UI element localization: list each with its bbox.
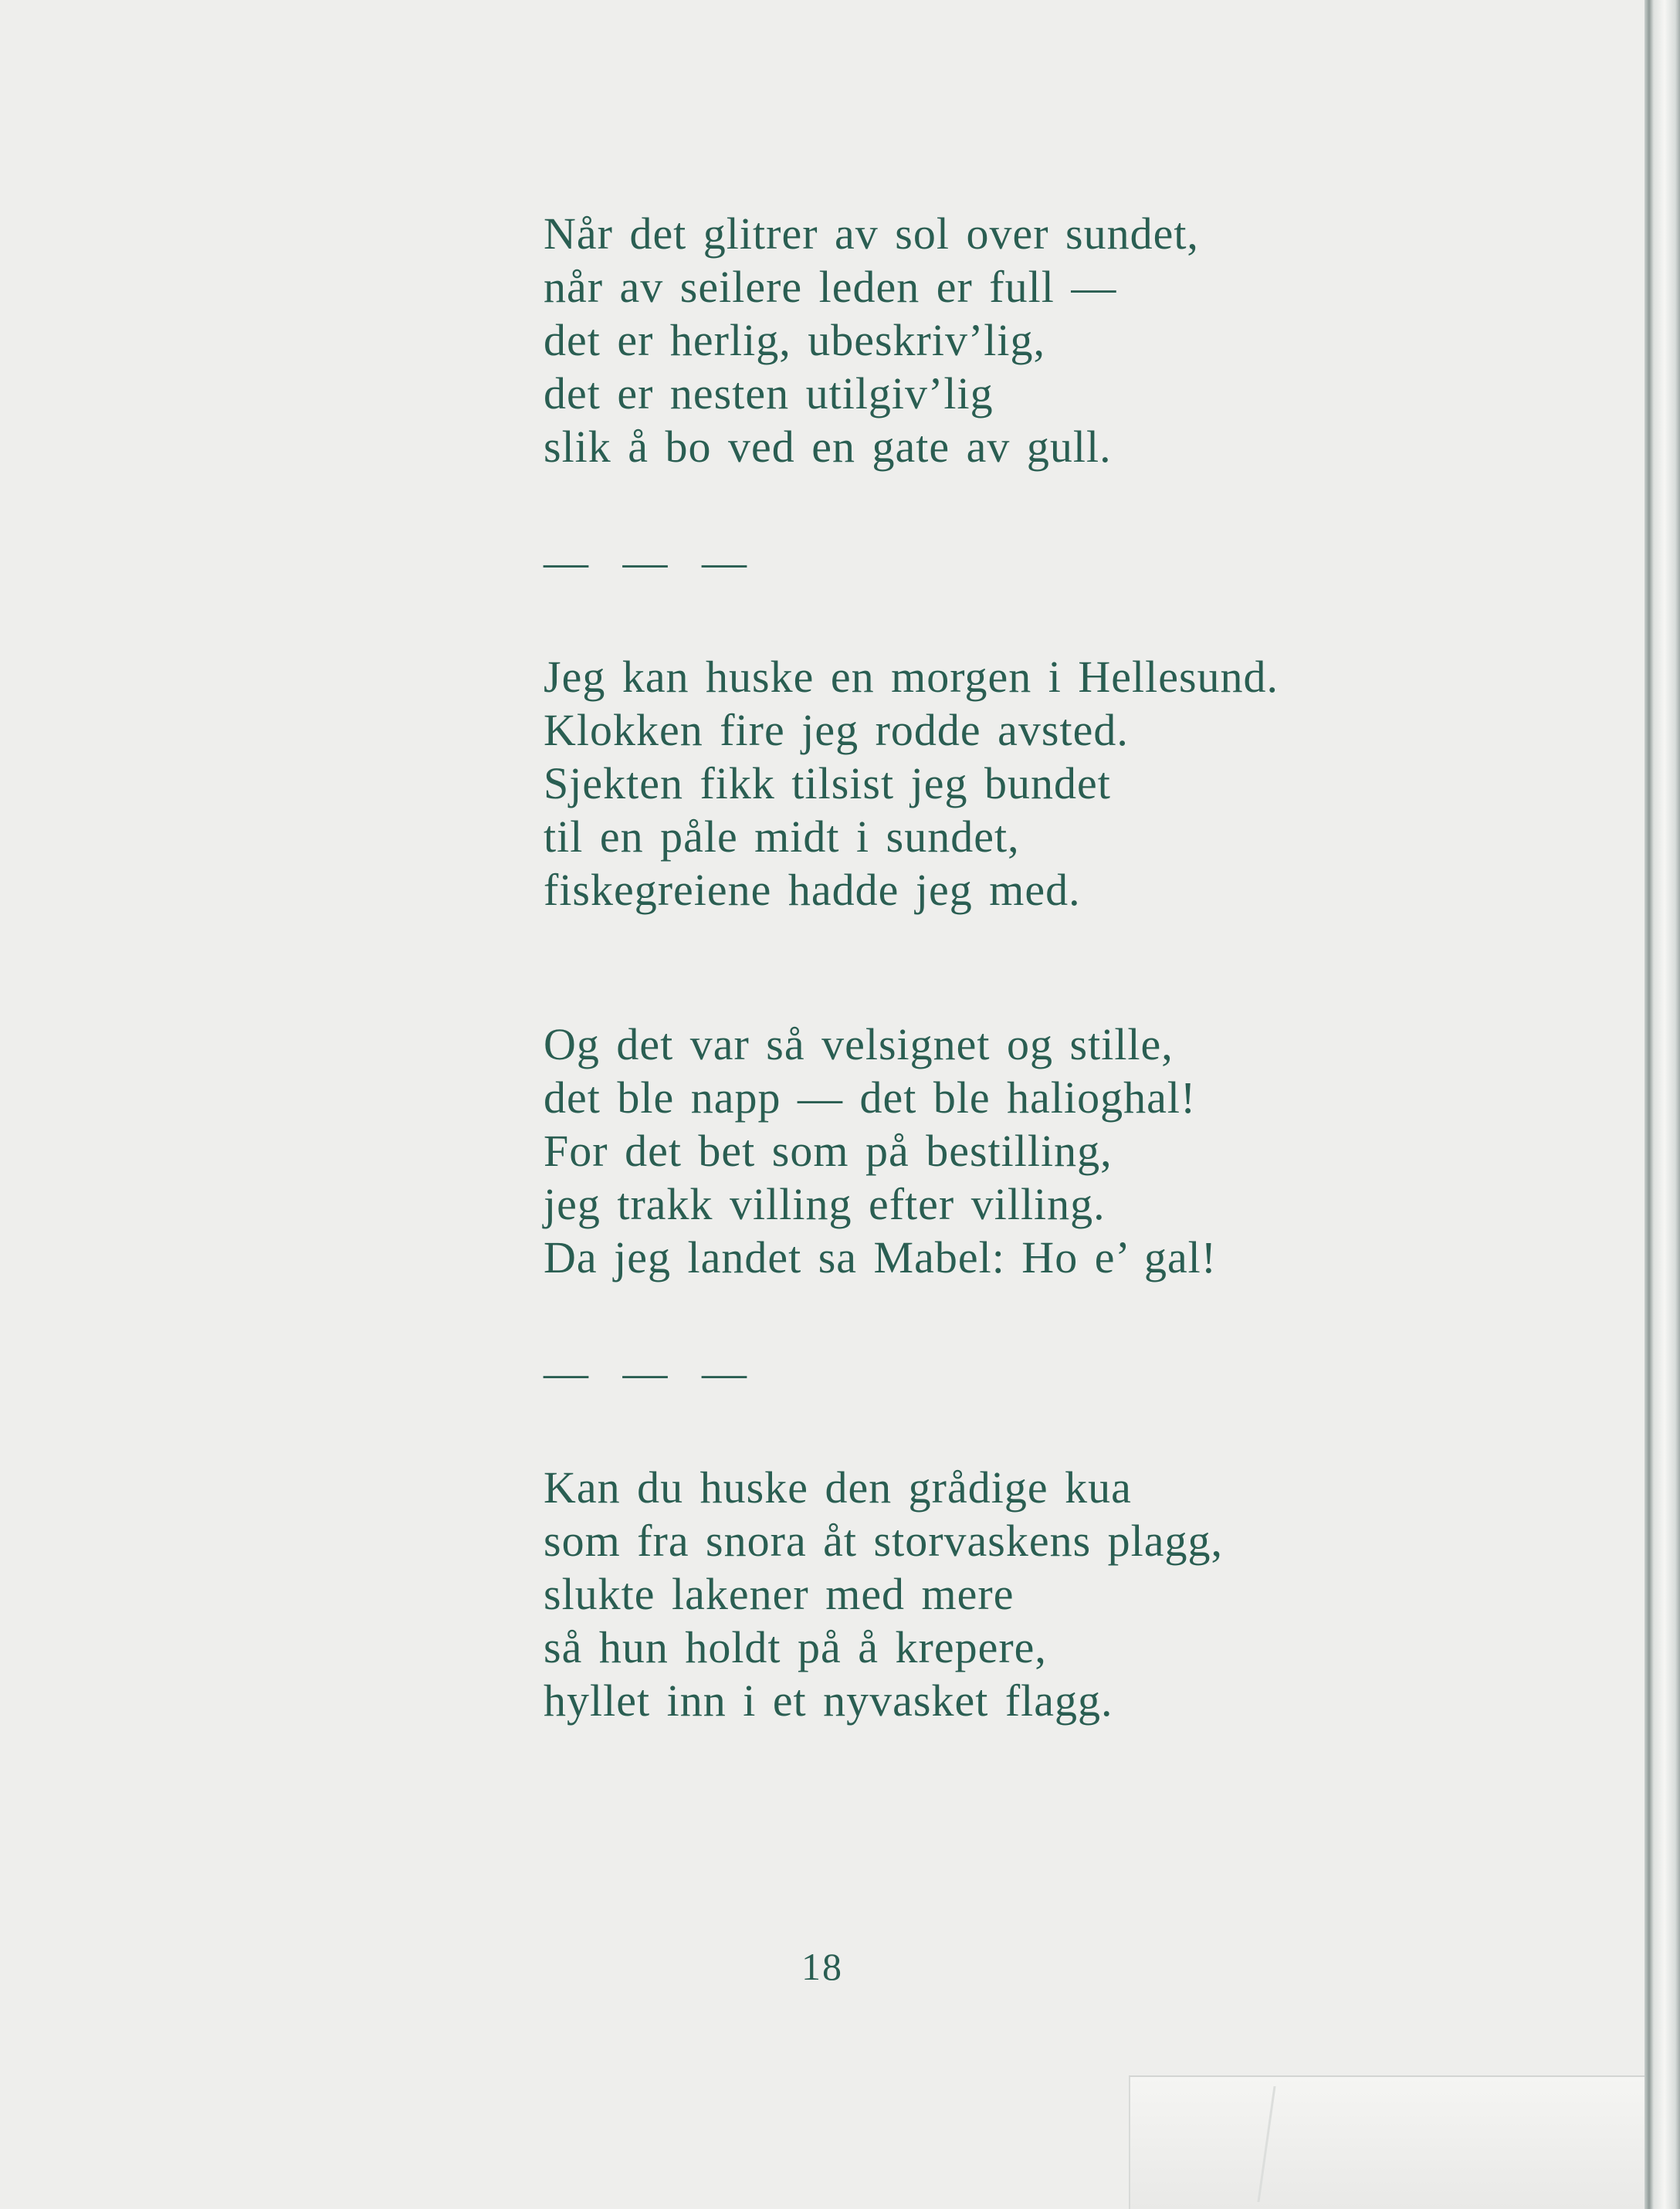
paper-strip [1129, 2075, 1644, 2209]
poem-line: Da jeg landet sa Mabel: Ho e’ gal! [544, 1232, 1218, 1282]
section-separator: — — — [544, 1347, 756, 1398]
poem-line: Når det glitrer av sol over sundet, [544, 208, 1199, 259]
poem-line: Jeg kan huske en morgen i Hellesund. [544, 652, 1279, 702]
poem-line: når av seilere leden er full — [544, 262, 1117, 312]
poem-line: hyllet inn i et nyvasket flagg. [544, 1675, 1113, 1726]
poem-line: slukte lakener med mere [544, 1569, 1014, 1619]
paper-crease [1257, 2086, 1275, 2202]
poem-line: Sjekten fikk tilsist jeg bundet [544, 758, 1111, 808]
poem-line: fiskegreiene hadde jeg med. [544, 865, 1081, 915]
poem-line: jeg trakk villing efter villing. [544, 1179, 1106, 1229]
poem-line: så hun holdt på å krepere, [544, 1622, 1047, 1672]
stanza-2 [544, 650, 1532, 916]
poem-line: det er nesten utilgiv’lig [544, 368, 994, 418]
poem-line: For det bet som på bestilling, [544, 1126, 1113, 1176]
poem-line: det ble napp — det ble halioghal! [544, 1072, 1197, 1123]
page-edge [1644, 0, 1680, 2209]
stanza-3 [544, 1018, 1532, 1284]
page-number: 18 [801, 1945, 843, 1988]
poem-line: til en påle midt i sundet, [544, 811, 1020, 862]
poem-line: som fra snora åt storvaskens plagg, [544, 1516, 1224, 1566]
poem-line: Klokken fire jeg rodde avsted. [544, 705, 1129, 755]
poem-line: Og det var så velsignet og stille, [544, 1019, 1174, 1069]
section-separator: — — — [544, 537, 756, 587]
poem-line: Kan du huske den grådige kua [544, 1462, 1132, 1513]
poem [544, 207, 1532, 1727]
poem-line: slik å bo ved en gate av gull. [544, 422, 1112, 472]
stanza-1 [544, 207, 1532, 473]
stanza-4 [544, 1461, 1532, 1727]
poem-line: det er herlig, ubeskriv’lig, [544, 315, 1045, 365]
